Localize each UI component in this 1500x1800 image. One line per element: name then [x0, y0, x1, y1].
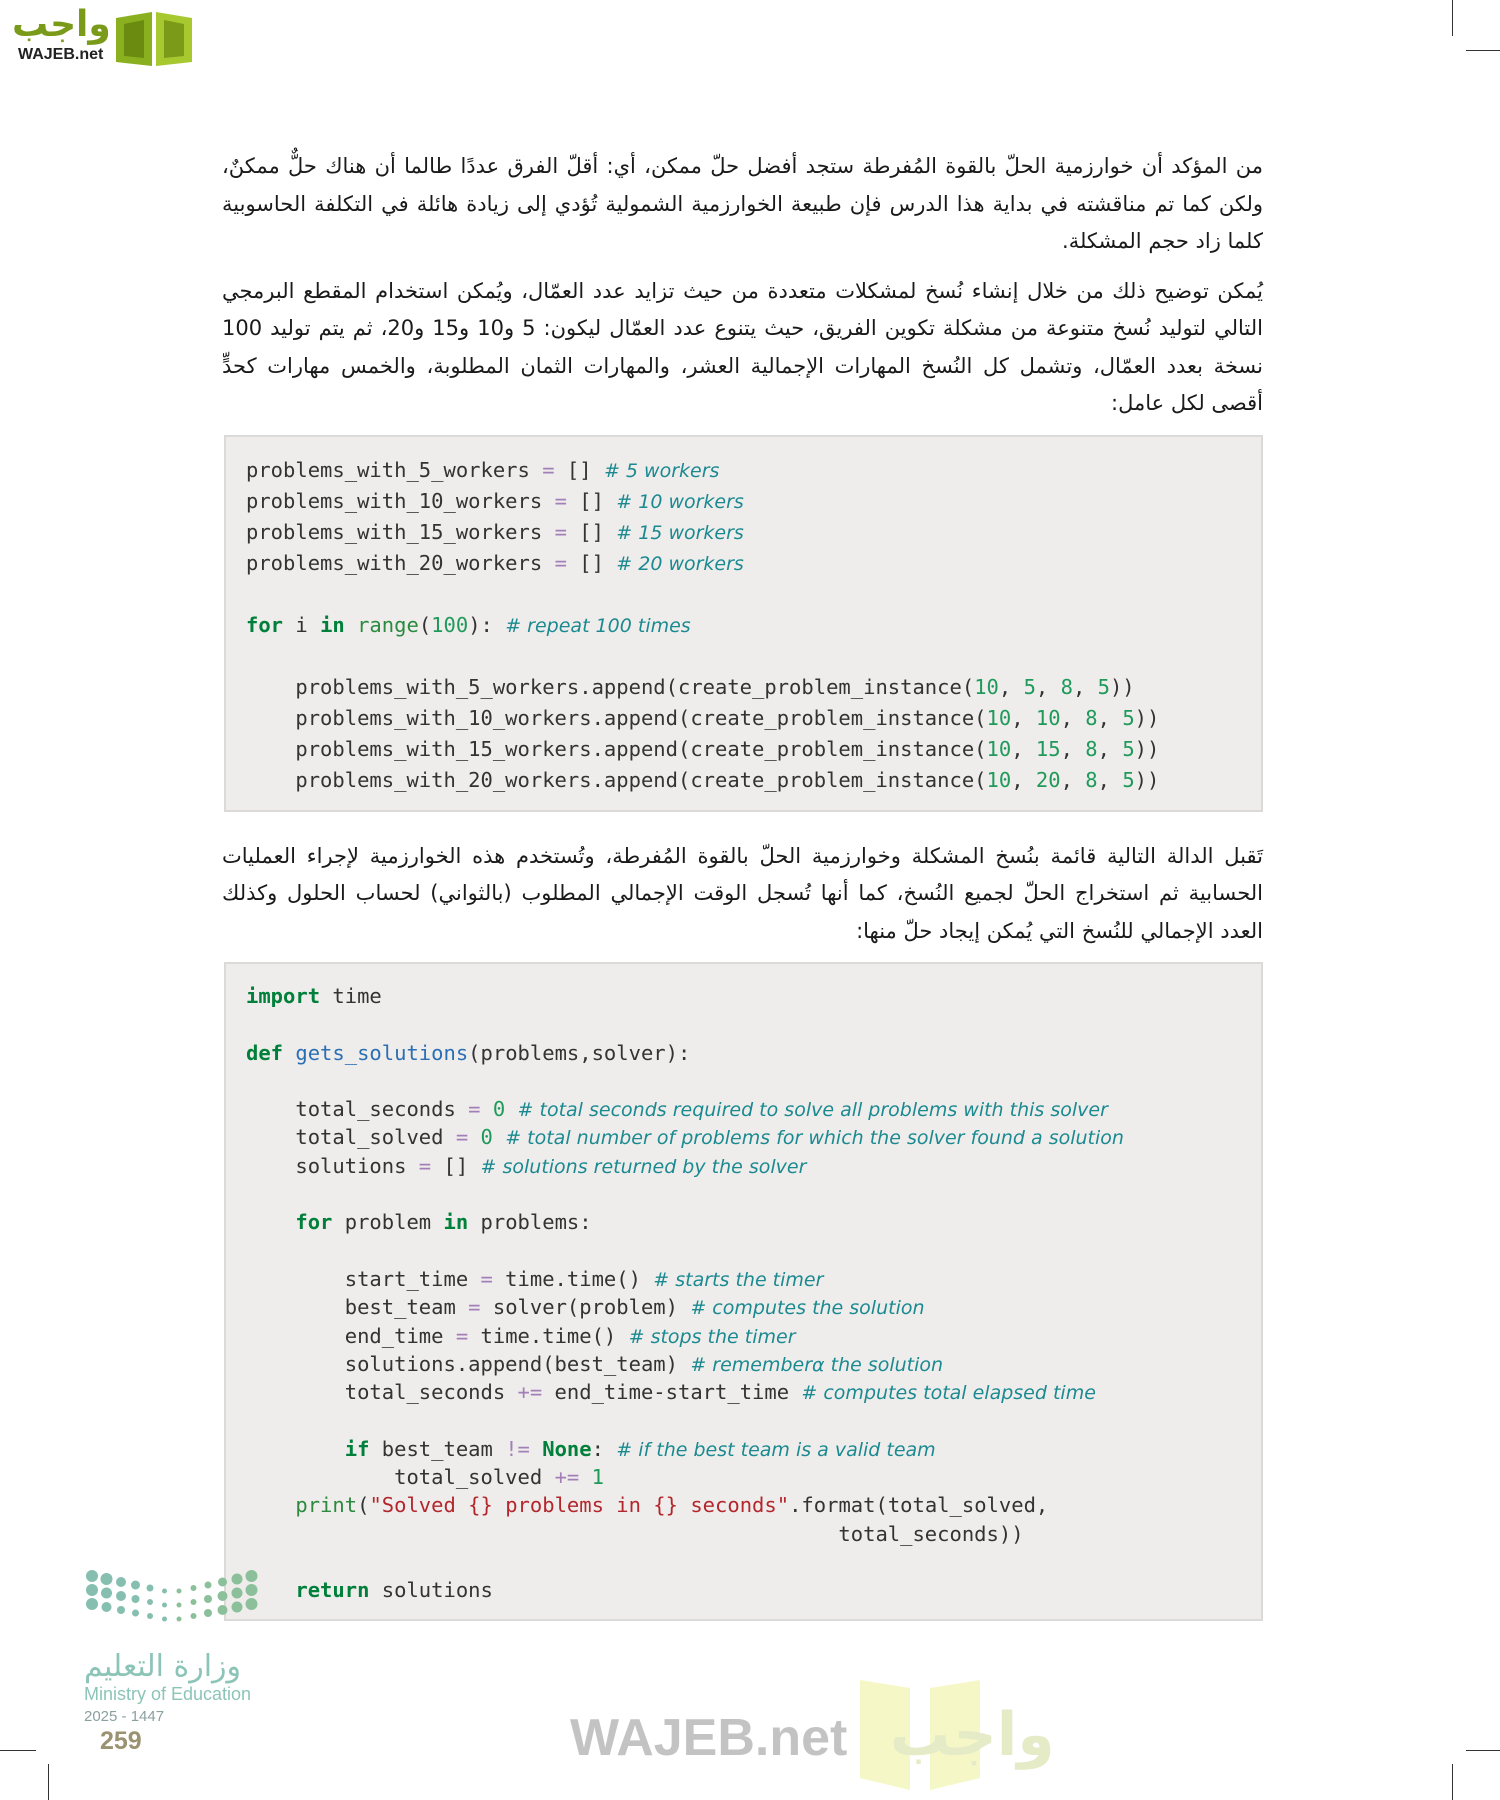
code-line	[246, 982, 1241, 1010]
code-keyword: in	[320, 612, 345, 637]
code-token: 8	[1085, 705, 1098, 730]
code-token: 5	[1097, 674, 1110, 699]
code-token: =	[418, 1153, 432, 1178]
code-comment: # solutions returned by the solver	[480, 1155, 807, 1178]
code-token: total_seconds))	[246, 1521, 1024, 1546]
code-token	[246, 1210, 295, 1234]
code-token	[493, 1125, 505, 1149]
dot	[204, 1609, 212, 1617]
code-line	[246, 672, 1241, 703]
code-line	[246, 1010, 1241, 1038]
code-line	[246, 1152, 1241, 1180]
code-line	[246, 1067, 1241, 1095]
code-token	[481, 1097, 493, 1121]
code-token: (	[357, 1493, 370, 1518]
code-token: +=	[554, 1465, 580, 1490]
code-line	[246, 1237, 1241, 1265]
page-number: 259	[100, 1727, 142, 1755]
crop-mark	[1466, 1750, 1500, 1751]
code-listing	[226, 964, 1261, 1619]
code-token: problems_with_15_workers.append(create_problem_instance(	[246, 736, 987, 761]
logo-latin: WAJEB.net	[18, 46, 104, 63]
dot	[218, 1578, 227, 1587]
code-token	[530, 1437, 542, 1461]
dot	[246, 1598, 258, 1610]
code-token: problems_with_15_workers	[246, 519, 555, 544]
code-line	[246, 1548, 1241, 1576]
code-line	[246, 1435, 1241, 1463]
year: 2025 - 1447	[84, 1708, 165, 1725]
dot	[162, 1589, 167, 1594]
code-line	[246, 641, 1241, 672]
dot	[218, 1591, 228, 1601]
code-comment: # total seconds required to solve all problems with this solver	[517, 1099, 1108, 1122]
ministry-dots-icon	[84, 1568, 264, 1638]
code-token: solutions	[369, 1578, 493, 1603]
dot	[191, 1585, 197, 1591]
code-line	[246, 734, 1241, 765]
dot	[101, 1588, 112, 1599]
crop-mark	[1452, 0, 1453, 36]
code-keyword: None	[542, 1436, 592, 1461]
code-token: =	[480, 1266, 493, 1291]
code-token: ,	[1011, 736, 1036, 761]
code-token: 10	[986, 705, 1012, 730]
code-line	[246, 1293, 1241, 1321]
code-line	[246, 1322, 1241, 1350]
code-token: =	[468, 1097, 481, 1122]
code-comment: # rememberα the solution	[690, 1353, 944, 1376]
code-token: "Solved {} problems in {} seconds"	[369, 1493, 790, 1518]
dot	[131, 1581, 140, 1590]
code-comment: # starts the timer	[653, 1268, 824, 1291]
paragraph-3: تَقبل الدالة التالية قائمة بنُسخ المشكلة وخوارزمية الحلّ بالقوة المُفرطة، وتُستخدم هذه الخوارزمية لإجراء العمليات الحسابية ثم استخراج الحلّ لجميع النُسخ، كما أنها تُسجل الوقت الإجمالي المطلوب (بالثواني) لحساب الحلول وكذلك العدد الإجمالي للنُسخ التي يُمكن إيجاد حلّ منها:	[222, 843, 1263, 943]
code-token: 100	[431, 612, 469, 637]
code-token: problems_with_20_workers.append(create_problem_instance(	[246, 767, 987, 792]
code-line	[246, 579, 1241, 610]
code-token: (	[418, 612, 432, 637]
code-line	[246, 610, 1241, 641]
crop-mark	[0, 1750, 36, 1751]
code-token: gets_solutions	[295, 1040, 469, 1065]
code-line	[246, 703, 1241, 734]
code-token: !=	[505, 1436, 530, 1461]
page-content	[222, 148, 1263, 1647]
code-token: 8	[1085, 736, 1098, 761]
code-token: []	[566, 519, 617, 544]
watermark-book-icon	[560, 1680, 1080, 1790]
code-token: 20	[1035, 767, 1061, 792]
dot	[102, 1602, 112, 1612]
code-token: []	[566, 550, 617, 575]
code-token: :	[591, 1436, 617, 1461]
dot	[86, 1584, 98, 1596]
code-token: 5	[1122, 705, 1135, 730]
code-token: (problems,solver):	[468, 1040, 691, 1065]
code-line	[246, 548, 1241, 579]
code-comment: # stops the timer	[628, 1325, 796, 1348]
code-token: =	[554, 519, 567, 544]
dot	[132, 1595, 140, 1603]
code-token: problems_with_5_workers	[246, 457, 543, 482]
code-token: best_team	[246, 1295, 469, 1320]
code-token: =	[554, 550, 567, 575]
code-token: =	[468, 1295, 481, 1320]
code-token: ))	[1134, 767, 1160, 792]
code-token: i	[283, 612, 321, 637]
code-token	[283, 1041, 295, 1065]
code-token: ,	[1011, 705, 1036, 730]
code-line	[246, 1406, 1241, 1434]
code-listing	[226, 437, 1261, 810]
code-token: 8	[1085, 767, 1098, 792]
code-token: problems_with_20_workers	[246, 550, 555, 575]
code-token: []	[554, 457, 604, 482]
code-block-1	[224, 435, 1263, 812]
code-token: .format(total_solved,	[789, 1493, 1049, 1518]
code-line	[246, 1180, 1241, 1208]
code-token: ))	[1134, 736, 1160, 761]
code-token: problems_with_5_workers.append(create_problem_instance(	[246, 674, 975, 699]
code-token: end_time	[246, 1323, 456, 1348]
code-comment: # computes the solution	[690, 1297, 925, 1320]
dot	[101, 1573, 113, 1585]
code-comment: # 10 workers	[616, 490, 744, 513]
dot	[147, 1585, 154, 1592]
crop-mark	[1466, 50, 1500, 51]
code-token: total_seconds	[246, 1380, 518, 1405]
dot	[204, 1595, 212, 1603]
code-token: time.time()	[492, 1266, 654, 1291]
code-token	[246, 1437, 345, 1461]
code-comment: # 15 workers	[616, 521, 744, 544]
code-token	[246, 1493, 295, 1517]
paragraph-1: من المؤكد أن خوارزمية الحلّ بالقوة المُفرطة ستجد أفضل حلّ ممكن، أي: أقلّ الفرق عددًا طالما أن هناك حلٌّ ممكنٌ، ولكن كما تم مناقشته في بداية هذا الدرس فإن طبيعة الخوارزمية الشمولية تُؤدي إلى زيادة هائلة في التكلفة الحاسوبية كلما زاد حجم المشكلة.	[222, 154, 1263, 253]
code-token: ,	[998, 674, 1024, 699]
code-line	[246, 486, 1241, 517]
code-token: ))	[1109, 674, 1135, 699]
code-line	[246, 1208, 1241, 1236]
code-token: range	[357, 612, 419, 637]
code-token: 10	[986, 767, 1012, 792]
ministry-english: Ministry of Education	[84, 1684, 252, 1704]
code-keyword: for	[246, 612, 284, 637]
dot	[86, 1570, 98, 1582]
code-token: 15	[1035, 736, 1061, 761]
code-keyword: def	[246, 1040, 284, 1065]
dot	[232, 1602, 243, 1613]
code-token: total_solved	[246, 1465, 555, 1490]
code-token: ,	[1060, 736, 1086, 761]
code-token: 0	[480, 1125, 493, 1150]
code-line	[246, 1350, 1241, 1378]
dot	[116, 1577, 126, 1587]
wajeb-logo[interactable]	[8, 4, 193, 68]
code-line	[246, 1378, 1241, 1406]
dot	[147, 1599, 153, 1605]
dot	[191, 1599, 197, 1605]
ministry-logo	[84, 1568, 274, 1755]
code-token: ,	[1097, 767, 1123, 792]
code-comment: # computes total elapsed time	[801, 1382, 1096, 1405]
code-keyword: for	[295, 1210, 333, 1235]
code-keyword: in	[443, 1210, 469, 1235]
code-token	[505, 1097, 517, 1121]
dot	[232, 1574, 243, 1585]
book-icon	[114, 10, 194, 68]
code-keyword: return	[295, 1578, 370, 1603]
dot	[246, 1570, 258, 1582]
code-token: ,	[1060, 767, 1086, 792]
code-token: 0	[492, 1097, 506, 1122]
code-line	[246, 455, 1241, 486]
code-token: problem	[332, 1210, 444, 1235]
code-token: 5	[1122, 767, 1135, 792]
code-token: total_seconds	[246, 1097, 469, 1122]
dot	[177, 1617, 182, 1622]
code-token	[579, 1465, 591, 1489]
code-token: +=	[517, 1380, 543, 1405]
code-token: end_time-start_time	[542, 1380, 802, 1405]
code-token: 1	[591, 1465, 604, 1490]
code-token: ))	[1134, 705, 1160, 730]
code-line	[246, 1265, 1241, 1293]
dot	[191, 1613, 197, 1619]
code-line	[246, 1463, 1241, 1491]
code-token	[345, 613, 357, 637]
crop-mark	[1452, 1764, 1453, 1800]
code-line	[246, 1491, 1241, 1519]
code-line	[246, 1520, 1241, 1548]
code-comment: # 20 workers	[616, 552, 744, 575]
code-token: best_team	[369, 1436, 506, 1461]
code-token: =	[455, 1125, 469, 1150]
dot	[117, 1606, 125, 1614]
code-comment: # total number of problems for which the solver found a solution	[505, 1127, 1124, 1150]
dot	[132, 1610, 139, 1617]
code-token: =	[455, 1323, 469, 1348]
code-token: ,	[1060, 705, 1086, 730]
code-token: print	[295, 1493, 358, 1518]
code-line	[246, 517, 1241, 548]
watermark	[560, 1680, 1080, 1790]
code-token: problems_with_10_workers	[246, 488, 555, 513]
watermark-arabic: واجب	[890, 1700, 1055, 1770]
code-keyword: import	[246, 984, 321, 1008]
code-token: solutions.append(best_team)	[246, 1351, 691, 1376]
code-token: time	[320, 984, 382, 1008]
ministry-arabic: وزارة التعليم	[84, 1649, 242, 1684]
dot	[177, 1603, 182, 1608]
dot	[218, 1605, 228, 1615]
code-token	[468, 1125, 480, 1149]
dot	[86, 1598, 98, 1610]
code-token: 5	[1023, 674, 1036, 699]
code-token: []	[431, 1153, 481, 1178]
code-token: 10	[974, 674, 999, 699]
code-token: 5	[1122, 736, 1135, 761]
crop-mark	[48, 1764, 49, 1800]
code-comment: # 5 workers	[603, 459, 720, 482]
dot	[232, 1588, 243, 1599]
code-token: ,	[1035, 674, 1061, 699]
code-token: problems:	[468, 1210, 592, 1235]
code-token: ,	[1097, 736, 1123, 761]
code-block-2	[224, 962, 1263, 1621]
code-token: 8	[1060, 674, 1073, 699]
code-line	[246, 1095, 1241, 1123]
code-line	[246, 1123, 1241, 1151]
code-token: problems_with_10_workers.append(create_problem_instance(	[246, 705, 987, 730]
dot	[177, 1589, 182, 1594]
code-token: =	[542, 457, 555, 482]
logo-arabic: واجب	[12, 4, 111, 45]
code-token: 10	[986, 736, 1012, 761]
code-token: solver(problem)	[480, 1295, 691, 1320]
dot	[116, 1591, 126, 1601]
dot	[162, 1603, 167, 1608]
dot	[246, 1584, 258, 1596]
paragraph-2: يُمكن توضيح ذلك من خلال إنشاء نُسخ لمشكلات متعددة من حيث تزايد عدد العمّال، ويُمكن استخدام المقطع البرمجي التالي لتوليد نُسخ متنوعة من مشكلة تكوين الفريق، حيث يتنوع عدد العمّال ليكون: 5 و10 و15 و20، ثم يتم توليد 100 نسخة بعدد العمّال، وتشمل كل النُسخ المهارات الإجمالية العشر، والمهارات الثمان المطلوبة، والخمس مهارات كحدٍّ أقصى لكل عامل:	[222, 278, 1263, 415]
code-comment: # if the best team is a valid team	[616, 1438, 936, 1461]
code-comment: # repeat 100 times	[505, 614, 691, 637]
watermark-latin: WAJEB.net	[570, 1709, 848, 1767]
dot	[205, 1582, 212, 1589]
code-token: ,	[1072, 674, 1098, 699]
dot	[147, 1613, 153, 1619]
code-line	[246, 1576, 1241, 1604]
code-token: time.time()	[468, 1323, 629, 1348]
dot	[162, 1617, 167, 1622]
code-keyword: if	[344, 1436, 370, 1461]
code-token: []	[566, 488, 617, 513]
code-token: ,	[1097, 705, 1123, 730]
code-line	[246, 765, 1241, 796]
code-token: solutions	[246, 1153, 419, 1178]
code-token: 10	[1035, 705, 1061, 730]
code-token: ,	[1011, 767, 1036, 792]
code-token: total_solved	[246, 1125, 456, 1150]
code-token: ):	[468, 612, 506, 637]
code-token: =	[554, 488, 567, 513]
code-token: start_time	[246, 1266, 481, 1291]
code-line	[246, 1039, 1241, 1067]
